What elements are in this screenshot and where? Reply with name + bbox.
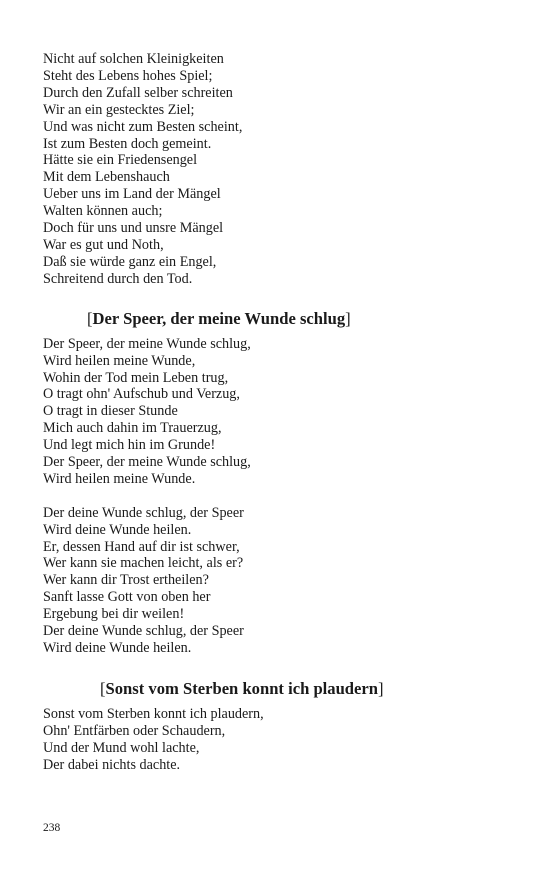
verse-line: Wer kann dir Trost ertheilen? — [43, 572, 209, 589]
verse-line: Wir an ein gestecktes Ziel; — [43, 101, 195, 118]
verse-line: Der Speer, der meine Wunde schlug, — [43, 335, 251, 352]
verse-line: O tragt ohn' Aufschub und Verzug, — [43, 386, 240, 403]
verse-line: Ergebung bei dir weilen! — [43, 606, 185, 623]
verse-line: Doch für uns und unsre Mängel — [43, 220, 224, 237]
poem-sterben-stanza — [43, 706, 513, 774]
verse-line: Walten können auch; — [43, 203, 163, 220]
verse-line: Er, dessen Hand auf dir ist schwer, — [43, 538, 240, 555]
verse-line: Durch den Zufall selber schreiten — [43, 84, 233, 101]
verse-line: Mich auch dahin im Trauerzug, — [43, 420, 222, 437]
verse-line: Der dabei nichts dachte. — [43, 756, 181, 773]
poem-speer-stanza-1 — [43, 336, 513, 488]
title-bracket-open: [ — [100, 678, 106, 698]
verse-line: Und der Mund wohl lachte, — [43, 739, 200, 756]
poem-speer-stanza-2 — [43, 505, 513, 657]
verse-line: O tragt in dieser Stunde — [43, 403, 178, 420]
verse-line: Sonst vom Sterben konnt ich plaudern, — [43, 705, 264, 722]
verse-line: Und was nicht zum Besten scheint, — [43, 118, 243, 135]
page-number: 238 — [43, 822, 61, 834]
verse-line: Mit dem Lebenshauch — [43, 169, 170, 186]
page-body — [43, 51, 513, 774]
poem-fragment — [43, 51, 513, 288]
verse-line: Wer kann sie machen leicht, als er? — [43, 555, 244, 572]
verse-line: Wird deine Wunde heilen. — [43, 639, 192, 656]
verse-line: Wird deine Wunde heilen. — [43, 521, 192, 538]
verse-line: Der deine Wunde schlug, der Speer — [43, 504, 244, 521]
verse-line: War es gut und Noth, — [43, 236, 164, 253]
verse-line: Steht des Lebens hohes Spiel; — [43, 67, 213, 84]
verse-line: Daß sie würde ganz ein Engel, — [43, 253, 217, 270]
verse-line: Wohin der Tod mein Leben trug, — [43, 369, 229, 386]
verse-line: Wird heilen meine Wunde. — [43, 470, 196, 487]
verse-line: Und legt mich hin im Grunde! — [43, 437, 216, 454]
verse-line: Sanft lasse Gott von oben her — [43, 589, 211, 606]
poem-title-speer — [43, 309, 513, 329]
title-bracket-close: ] — [345, 308, 351, 328]
poem-title-sterben — [43, 679, 513, 699]
stanza-break — [43, 488, 513, 505]
verse-line: Schreitend durch den Tod. — [43, 270, 193, 287]
verse-line: Wird heilen meine Wunde, — [43, 352, 196, 369]
verse-line: Hätte sie ein Friedensengel — [43, 152, 198, 169]
title-bracket-close: ] — [378, 678, 384, 698]
verse-line: Ist zum Besten doch gemeint. — [43, 135, 212, 152]
poem-title-text: Der Speer, der meine Wunde schlug — [92, 308, 346, 328]
verse-line: Nicht auf solchen Kleinigkeiten — [43, 51, 224, 67]
title-bracket-open: [ — [87, 308, 93, 328]
verse-line: Ueber uns im Land der Mängel — [43, 186, 221, 203]
verse-line: Der deine Wunde schlug, der Speer — [43, 623, 244, 640]
poem-title-text: Sonst vom Sterben konnt ich plaudern — [105, 678, 378, 698]
verse-line: Der Speer, der meine Wunde schlug, — [43, 454, 251, 471]
verse-line: Ohn' Entfärben oder Schaudern, — [43, 722, 226, 739]
